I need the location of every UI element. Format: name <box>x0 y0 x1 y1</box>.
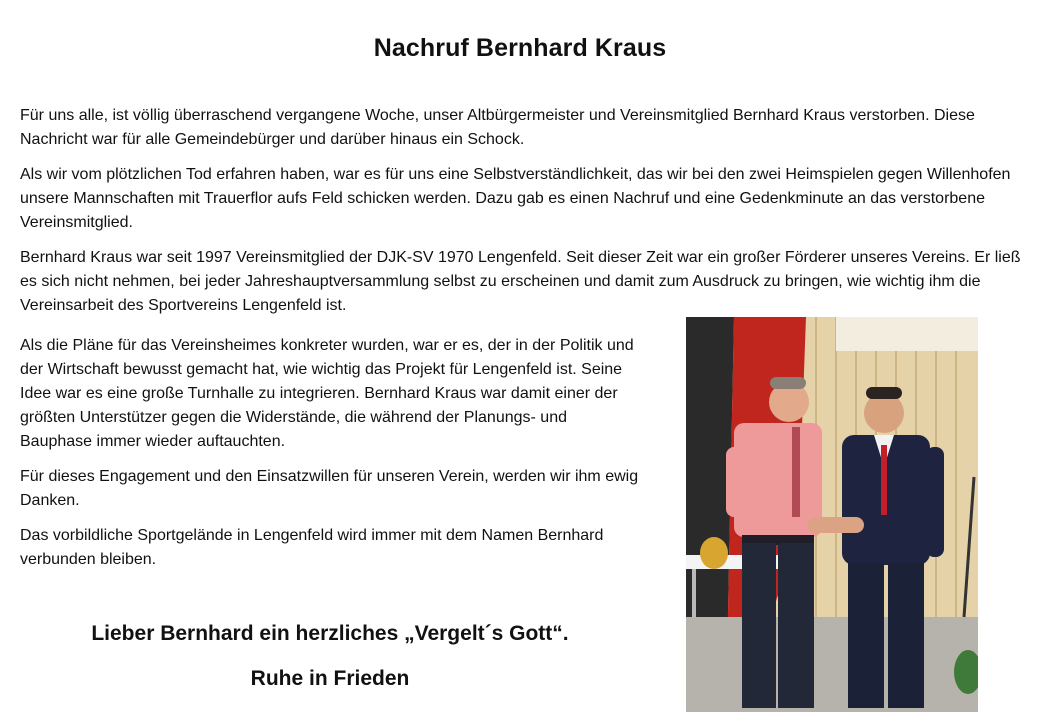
page-title: Nachruf Bernhard Kraus <box>373 34 667 62</box>
paragraph-sportsground: Das vorbildliche Sportgelände in Lengenfeld wird immer mit dem Namen Bernhard verbunden bleiben. <box>20 527 604 568</box>
paragraph-membership: Bernhard Kraus war seit 1997 Vereinsmitglied der DJK-SV 1970 Lengenfeld. Seit dieser Zeit war ein großer Förderer unseres Vereins. Er ließ es sich nicht nehmen, bei jeder Jahreshauptversammlung selbst zu erscheinen und damit zum Ausdruck zu bringen, wie wichtig ihm die Vereinsarbeit des Sportvereins Lengenfeld ist. <box>20 249 1021 314</box>
paragraph-clubhouse: Als die Pläne für das Vereinsheimes konkreter wurden, war er es, der in der Politik und der Wirtschaft bewusst gemacht hat, wie wichtig das Projekt für Lengenfeld ist. Seine Idee war es eine große Turnhalle zu integrieren. Bernhard Kraus war damit einer der größten Unterstützer gegen die Widerstände, die während der Planungs- und Bauphase immer wieder auftauchten. <box>20 337 634 450</box>
handshake-photo <box>686 317 978 712</box>
paragraph-intro: Für uns alle, ist völlig überraschend vergangene Woche, unser Altbürgermeister und Vereinsmitglied Bernhard Kraus verstorben. Diese Nachricht war für alle Gemeindebürger und darüber hinaus ein Schock. <box>20 107 975 148</box>
paragraph-engagement: Für dieses Engagement und den Einsatzwillen für unseren Verein, werden wir ihm ewig Danken. <box>20 468 639 509</box>
closing-rest-in-peace: Ruhe in Frieden <box>250 667 410 690</box>
paragraph-tribute: Als wir vom plötzlichen Tod erfahren haben, war es für uns eine Selbstverständlichkeit, das wir bei den zwei Heimspielen gegen Willenhofen unsere Mannschaften mit Trauerflor aufs Feld schicken werden. Dazu gab es einen Nachruf und eine Gedenkminute an das verstorbene Vereinsmitglied. <box>20 166 1011 231</box>
closing-thanks: Lieber Bernhard ein herzliches „Vergelt´s Gott“. <box>91 622 569 645</box>
